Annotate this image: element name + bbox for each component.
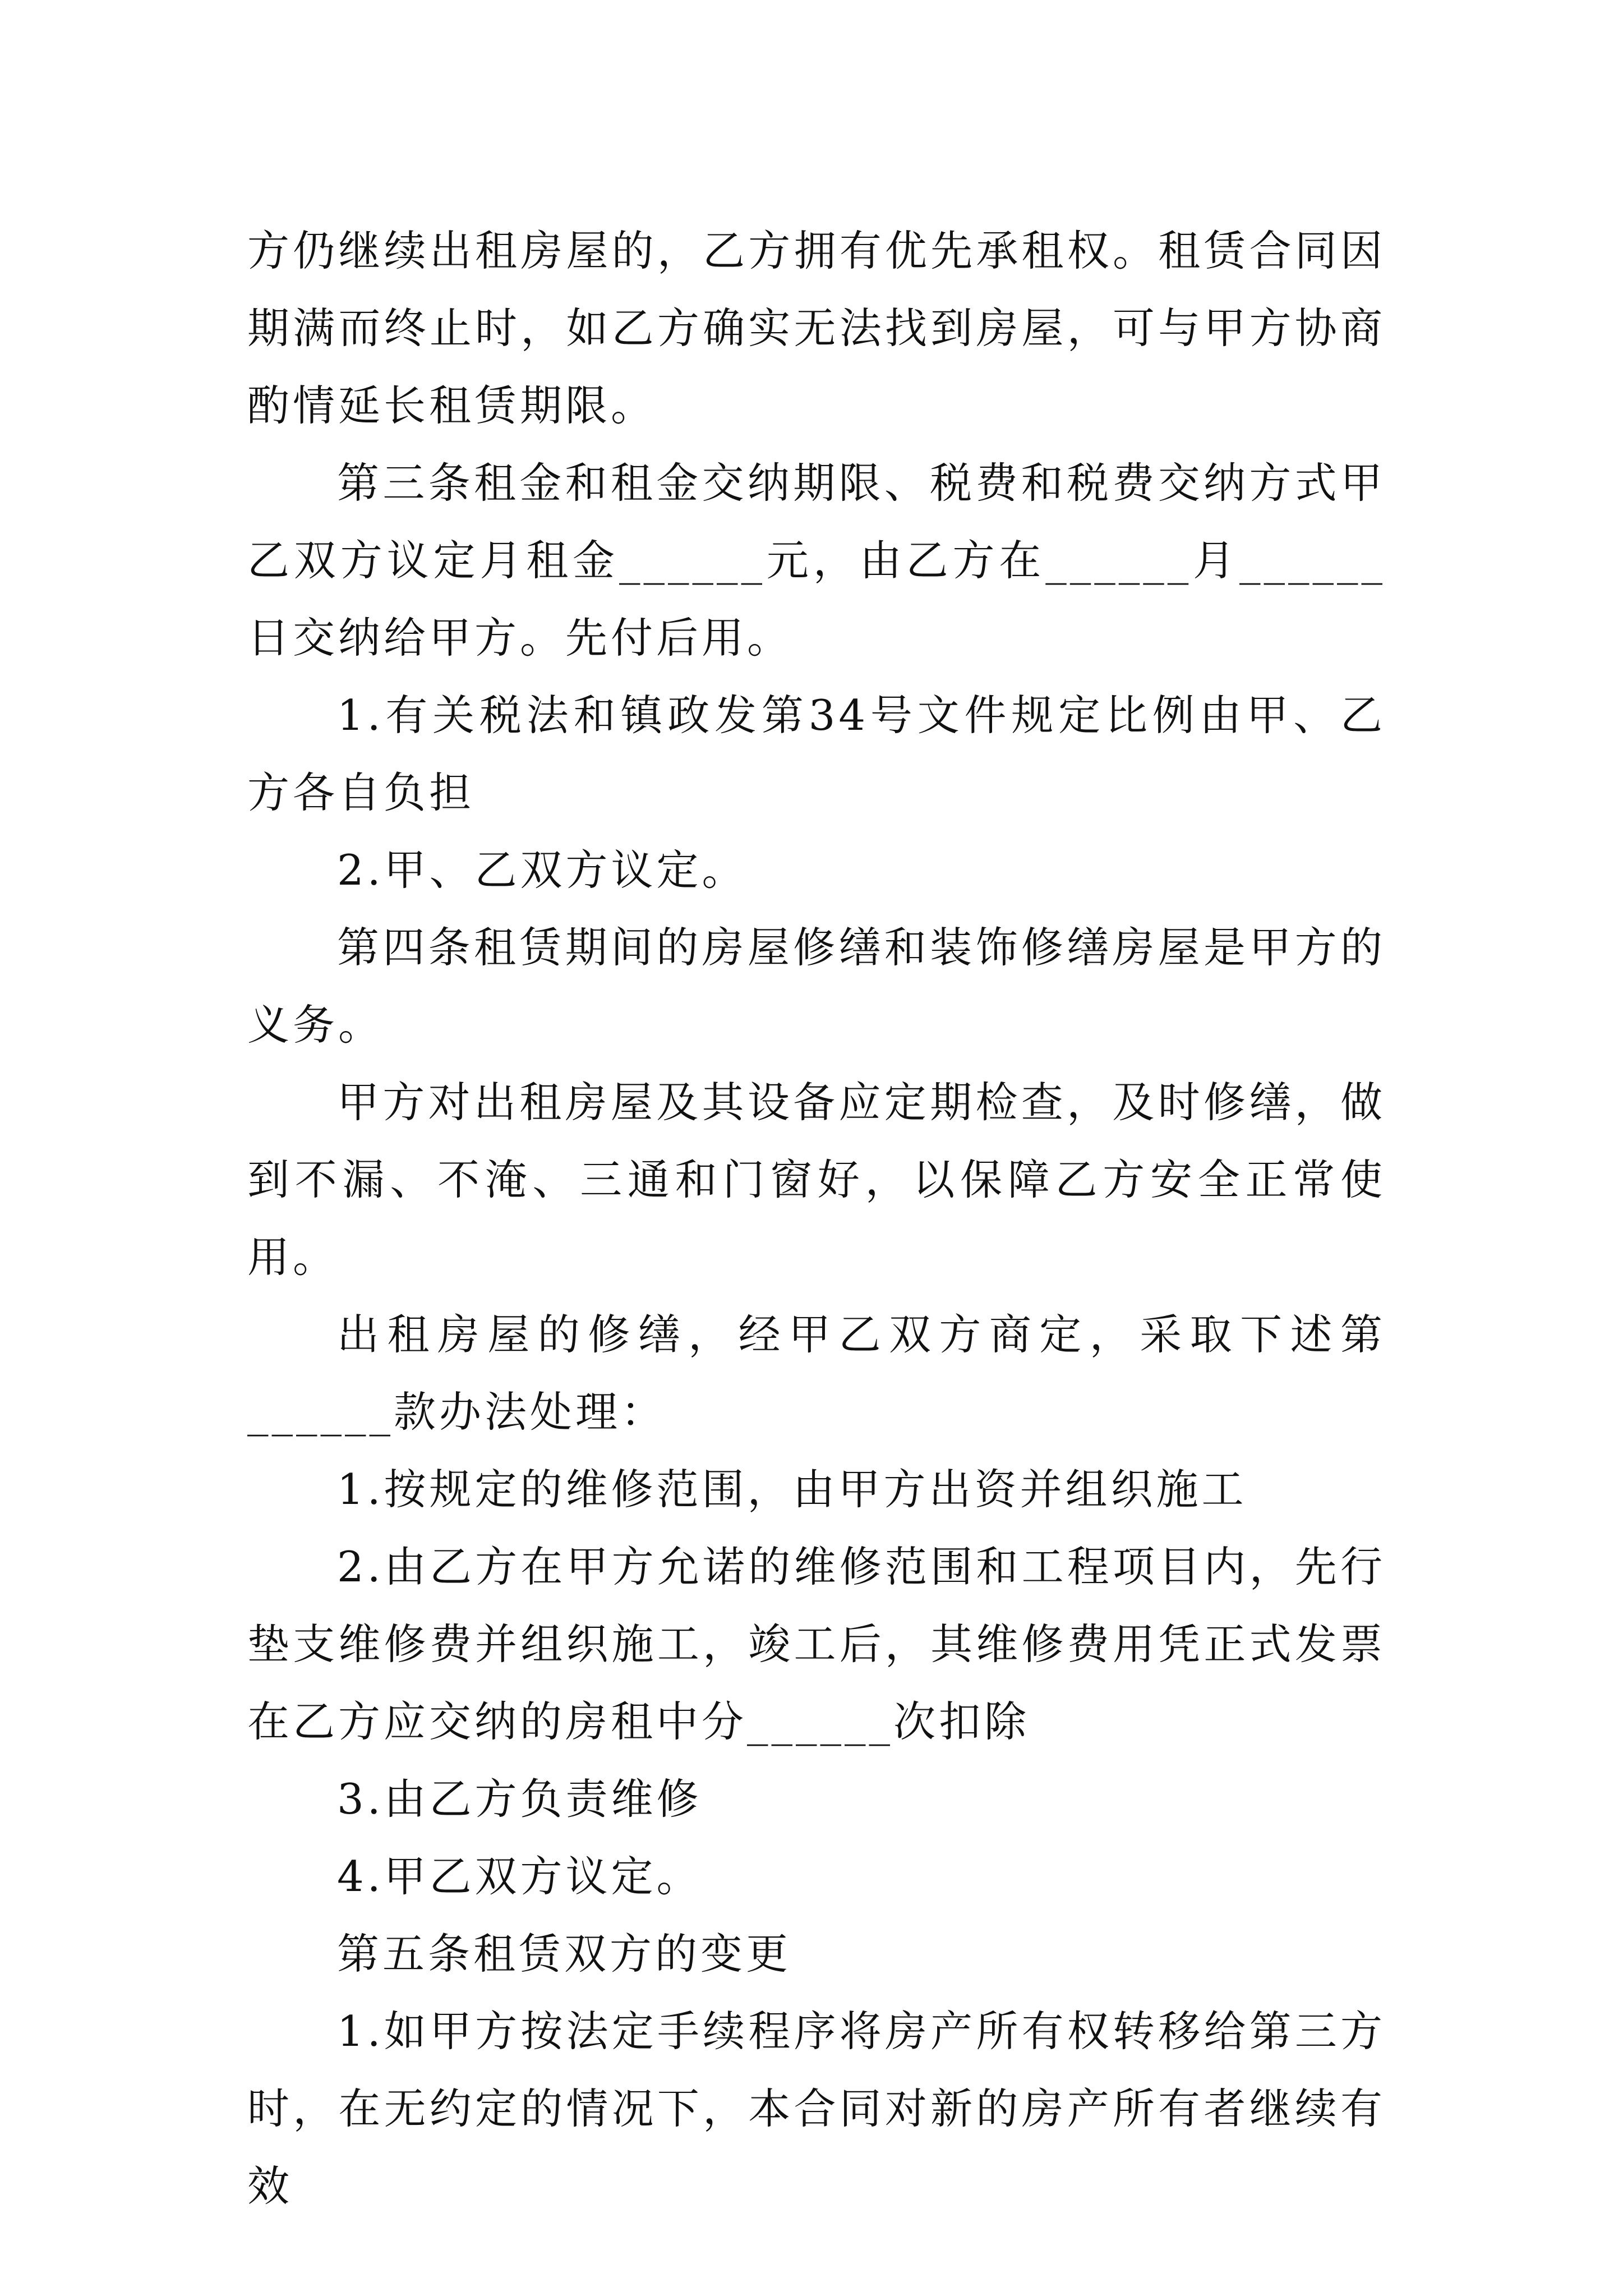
paragraph-list-item: 1.如甲方按法定手续程序将房产所有权转移给第三方时，在无约定的情况下，本合同对新的房产所有者继续有效 <box>247 2007 1386 2211</box>
paragraph-list-item: 4.甲乙双方议定。 <box>337 1852 702 1901</box>
paragraph-article-5: 第五条租赁双方的变更 <box>337 1929 792 1978</box>
paragraph-article-4: 第四条租赁期间的房屋修缮和装饰修缮房屋是甲方的义务。 <box>247 923 1386 1050</box>
paragraph-list-item: 3.由乙方负责维修 <box>337 1774 702 1824</box>
paragraph: 甲方对出租房屋及其设备应定期检查，及时修缮，做到不漏、不淹、三通和门窗好，以保障乙方安全正常使用。 <box>247 1078 1386 1282</box>
document-body <box>247 212 1386 2225</box>
paragraph-list-item: 2.甲、乙双方议定。 <box>337 845 748 895</box>
paragraph: 出租房屋的修缮，经甲乙双方商定，采取下述第______款办法处理： <box>247 1310 1386 1437</box>
paragraph-article-3: 第三条租金和租金交纳期限、税费和税费交纳方式甲乙双方议定月租金______元，由乙方在______月______日交纳给甲方。先付后用。 <box>247 458 1386 662</box>
paragraph-list-item: 2.由乙方在甲方允诺的维修范围和工程项目内，先行垫支维修费并组织施工，竣工后，其维修费用凭正式发票在乙方应交纳的房租中分______次扣除 <box>247 1542 1386 1746</box>
paragraph-list-item: 1.有关税法和镇政发第34号文件规定比例由甲、乙方各自负担 <box>247 691 1386 817</box>
paragraph-list-item: 1.按规定的维修范围，由甲方出资并组织施工 <box>337 1465 1247 1514</box>
paragraph: 方仍继续出租房屋的，乙方拥有优先承租权。租赁合同因期满而终止时，如乙方确实无法找到房屋，可与甲方协商酌情延长租赁期限。 <box>247 226 1386 430</box>
